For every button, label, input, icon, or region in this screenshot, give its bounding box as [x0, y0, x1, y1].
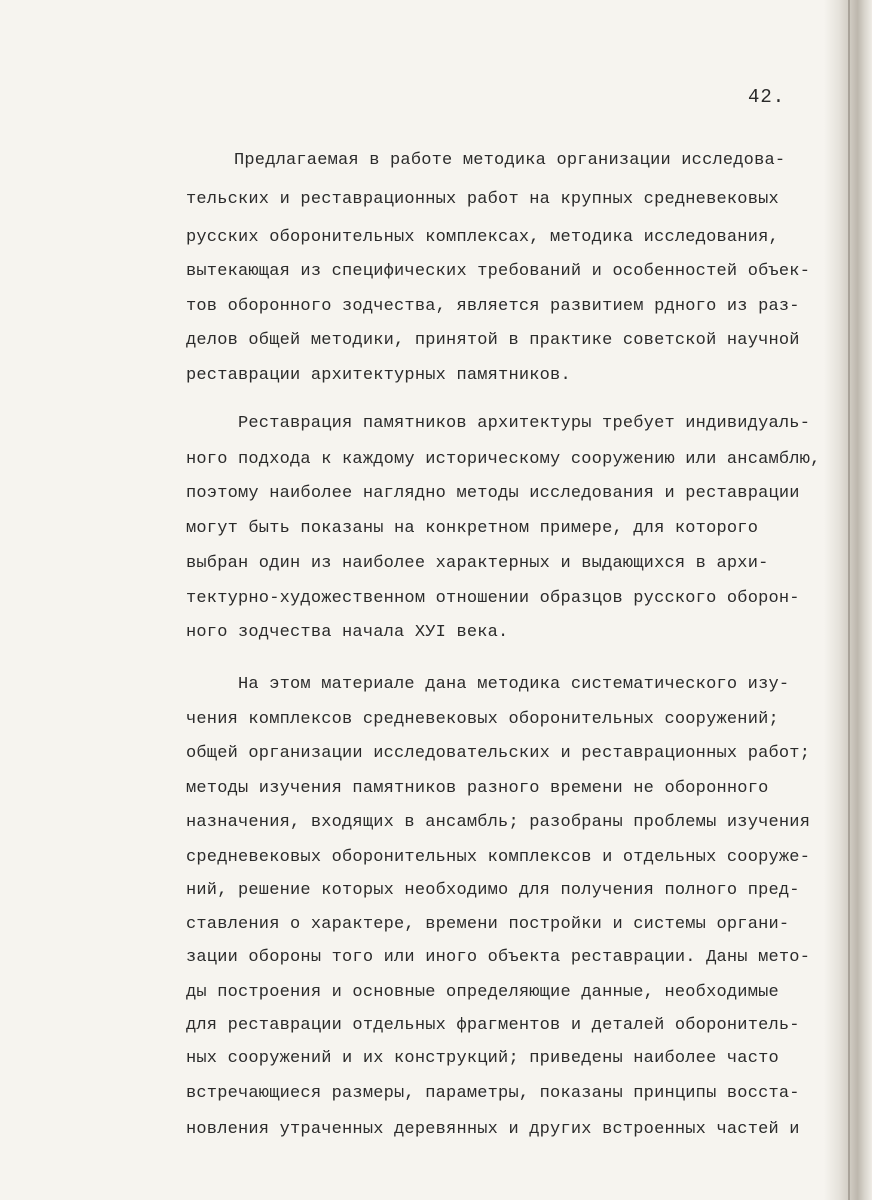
text-line: ного подхода к каждому историческому сооружению или ансамблю,: [186, 450, 821, 469]
text-line: тельских и реставрационных работ на крупных средневековых: [186, 190, 779, 209]
text-line: средневековых оборонительных комплексов и отдельных сооруже-: [186, 848, 811, 867]
text-line: ды построения и основные определяющие данные, необходимые: [186, 983, 779, 1002]
text-line: встречающиеся размеры, параметры, показаны принципы восста-: [186, 1084, 800, 1103]
text-line: тов оборонного зодчества, является развитием рдного из раз-: [186, 297, 800, 316]
text-line: могут быть показаны на конкретном примере, для которого: [186, 519, 759, 538]
text-line: ний, решение которых необходимо для получения полного пред-: [186, 881, 800, 900]
text-line: На этом материале дана методика систематического изу-: [238, 675, 790, 694]
text-line: ставления о характере, времени постройки и системы органи-: [186, 915, 790, 934]
text-line: ных сооружений и их конструкций; приведены наиболее часто: [186, 1049, 779, 1068]
text-line: вытекающая из специфических требований и особенностей объек-: [186, 262, 811, 281]
text-line: делов общей методики, принятой в практике советской научной: [186, 331, 800, 350]
text-line: чения комплексов средневековых оборонительных сооружений;: [186, 710, 779, 729]
text-line: выбран один из наиболее характерных и выдающихся в архи-: [186, 554, 769, 573]
text-line: новления утраченных деревянных и других встроенных частей и: [186, 1120, 800, 1139]
text-line: русских оборонительных комплексах, методика исследования,: [186, 228, 779, 247]
text-line: ного зодчества начала XУI века.: [186, 623, 509, 642]
text-line: зации обороны того или иного объекта реставрации. Даны мето-: [186, 948, 811, 967]
text-line: назначения, входящих в ансамбль; разобраны проблемы изучения: [186, 813, 811, 832]
text-line: реставрации архитектурных памятников.: [186, 366, 571, 385]
text-line: для реставрации отдельных фрагментов и деталей оборонитель-: [186, 1016, 800, 1035]
text-line: поэтому наиболее наглядно методы исследования и реставрации: [186, 484, 800, 503]
text-line: методы изучения памятников разного времени не оборонного: [186, 779, 769, 798]
text-line: Реставрация памятников архитектуры требует индивидуаль-: [238, 414, 811, 433]
text-line: тектурно-художественном отношении образцов русского оборон-: [186, 589, 800, 608]
text-line: общей организации исследовательских и реставрационных работ;: [186, 744, 811, 763]
text-line: Предлагаемая в работе методика организации исследова-: [234, 151, 786, 170]
page-number: 42.: [748, 86, 786, 108]
